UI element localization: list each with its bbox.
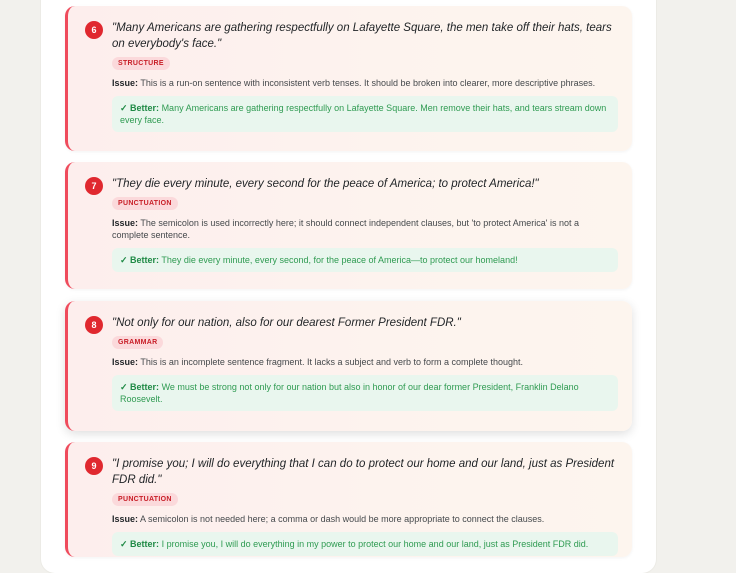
issue-number-badge: 7: [85, 177, 103, 195]
issue-label: Issue:: [112, 357, 139, 367]
better-suggestion: [112, 532, 618, 556]
better-text: I promise you, I will do everything in my power to protect our home and our land, just as President FDR did.: [161, 539, 589, 549]
issue-card-8: [65, 301, 632, 431]
issue-explanation: [112, 513, 618, 525]
better-suggestion: [112, 248, 618, 272]
category-tag: PUNCTUATION: [112, 197, 178, 210]
better-text: We must be strong not only for our nation but also in honor of our dear former President, Franklin Delano Roosevelt.: [120, 382, 579, 404]
original-quote: "I promise you; I will do everything that I can do to protect our home and our land, just as President FDR did.": [112, 458, 615, 486]
better-text: Many Americans are gathering respectfully on Lafayette Square. Men remove their hats, and tears stream down every face.: [120, 103, 607, 125]
issue-card-9: [65, 442, 632, 557]
better-label: ✓ Better:: [120, 255, 160, 265]
category-tag: STRUCTURE: [112, 57, 170, 70]
category-tag: GRAMMAR: [112, 336, 163, 349]
better-suggestion: [112, 375, 618, 411]
issue-label: Issue:: [112, 78, 139, 88]
issue-card-6: [65, 6, 632, 151]
better-text: They die every minute, every second, for the peace of America—to protect our homeland!: [161, 255, 518, 265]
issue-number-badge: 9: [85, 457, 103, 475]
issue-explanation: [112, 77, 618, 89]
better-label: ✓ Better:: [120, 539, 160, 549]
issue-number-badge: 6: [85, 21, 103, 39]
better-label: ✓ Better:: [120, 382, 160, 392]
issue-label: Issue:: [112, 514, 139, 524]
original-quote: "Many Americans are gathering respectfully on Lafayette Square, the men take off their hats, tears on everybody's face.": [112, 22, 612, 50]
original-quote: "Not only for our nation, also for our dearest Former President FDR.": [112, 317, 461, 329]
original-quote: "They die every minute, every second for the peace of America; to protect America!": [112, 178, 539, 190]
issue-card-7: [65, 162, 632, 289]
issue-text: This is a run-on sentence with inconsistent verb tenses. It should be broken into clearer, more descriptive phrases.: [140, 78, 596, 88]
issue-text: This is an incomplete sentence fragment. It lacks a subject and verb to form a complete thought.: [140, 357, 524, 367]
issue-label: Issue:: [112, 218, 139, 228]
issue-text: A semicolon is not needed here; a comma or dash would be more appropriate to connect the clauses.: [140, 514, 545, 524]
better-label: ✓ Better:: [120, 103, 160, 113]
category-tag: PUNCTUATION: [112, 493, 178, 506]
better-suggestion: [112, 96, 618, 132]
issue-explanation: [112, 356, 618, 368]
issue-explanation: [112, 217, 618, 241]
issue-number-badge: 8: [85, 316, 103, 334]
issue-text: The semicolon is used incorrectly here; it should connect independent clauses, but 'to protect America' is not a complete sentence.: [112, 218, 580, 240]
